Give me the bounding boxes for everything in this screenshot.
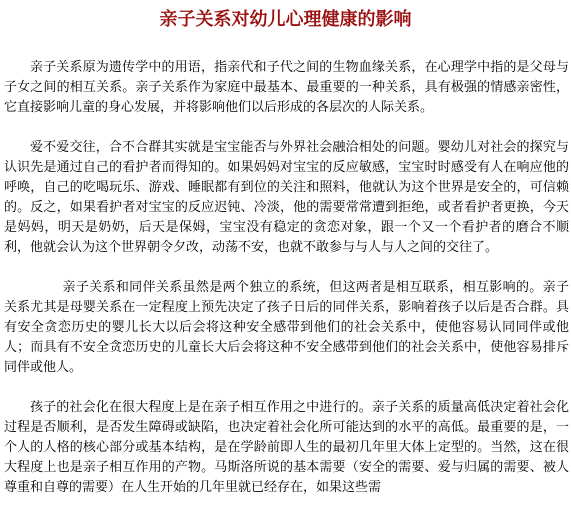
paragraph-socialization: 孩子的社会化在很大程度上是在亲子相互作用之中进行的。亲子关系的质量高低决定着社会化过程是否顺利，是否发生障碍或缺陷，也决定着社会化所可能达到的水平的高低。最重要的是，一个人的人格的核心部分或基本结构，是在学龄前即人生的最初几年里大体上定型的。当然，这在很大程度上也是亲子相互作用的产物。马斯洛所说的基本需要（安全的需要、爱与归属的需要、被人尊重和自尊的需要）在人生开始的几年里就已经存在，如果这些需: [4, 400, 569, 495]
paragraph-social-interaction: 爱不爱交往，合不合群其实就是宝宝能否与外界社会融洽相处的问题。婴幼儿对社会的探究与认识先是通过自己的看护者而得知的。如果妈妈对宝宝的反应敏感，宝宝时时感受有人在响应他的呼唤，自己的吃喝玩乐、游戏、睡眠都有到位的关注和照料，他就认为这个世界是安全的，可信赖的。反之，如果看护者对宝宝的反应迟钝、冷淡，他的需要常常遭到拒绝，或者看护者更换，今天是妈妈，明天是奶奶，后天是保姆，宝宝没有稳定的贪恋对象，跟一个又一个看护者的磨合不顺利，他就会认为这个世界朝令夕改，动荡不安，也就不敢参与与人与人之间的交往了。: [4, 140, 569, 255]
article-body: [4, 58, 569, 517]
paragraph-parent-child-definition: 亲子关系原为遗传学中的用语，指亲代和子代之间的生物血缘关系，在心理学中指的是父母与子女之间的相互关系。亲子关系作为家庭中最基本、最重要的一种关系，具有极强的情感亲密性，它直接影响儿童的身心发展，并将影响他们以后形成的各层次的人际关系。: [4, 60, 569, 115]
article-title: 亲子关系对幼儿心理健康的影响: [159, 9, 412, 30]
paragraph-peer-relationship: 亲子关系和同伴关系虽然是两个独立的系统，但这两者是相互联系，相互影响的。亲子关系尤其是母婴关系在一定程度上预先决定了孩子日后的同伴关系，影响着孩子以后是否合群。具有安全贪恋历史的婴儿长大以后会将这种安全感带到他们的社会关系中，使他容易认同同伴或他人；而具有不安全贪恋历史的儿童长大后会将这种不安全感带到他们的社会关系中，使他容易排斥同伴或他人。: [4, 280, 569, 375]
